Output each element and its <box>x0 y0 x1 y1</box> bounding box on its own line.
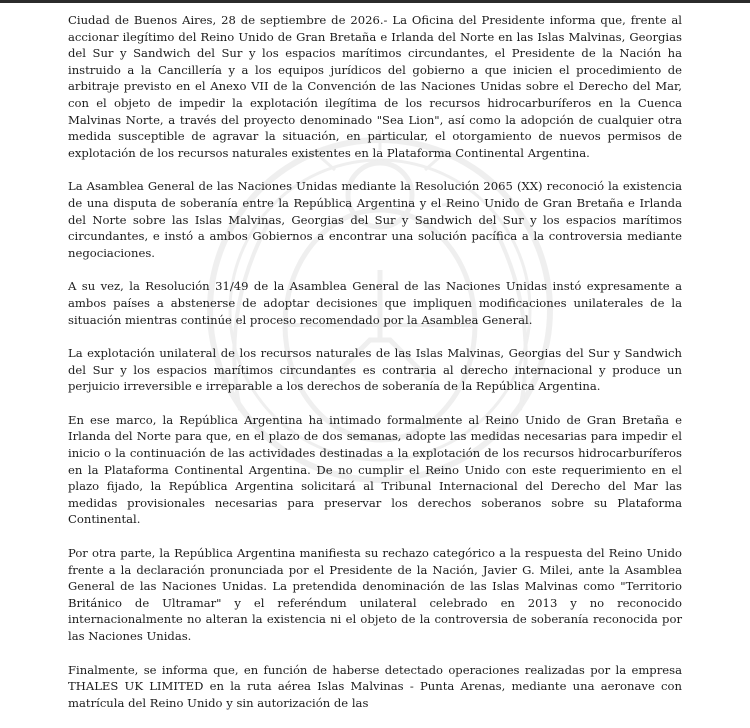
paragraph-4: La explotación unilateral de los recursos naturales de las Islas Malvinas, Georgias del Sur y Sandwich del Sur y los espacios marítimos circundantes es contraria al derecho internacional y produce un perjuicio irreversible e irreparable a los derechos de soberanía de la República Argentina. <box>68 346 682 394</box>
paragraph-6: Por otra parte, la República Argentina manifiesta su rechazo categórico a la respuesta del Reino Unido frente a la declaración pronunciada por el Presidente de la Nación, Javier G. Milei, ante la Asamblea General de las Naciones Unidas. La pretendida denominación de las Islas Malvinas como "Territorio Británico de Ultramar" y el referéndum unilateral celebrado en 2013 y no reconocido internacionalmente no alteran la existencia ni el objeto de la controversia de soberanía reconocida por las Naciones Unidas. <box>68 546 682 643</box>
paragraph-5: En ese marco, la República Argentina ha intimado formalmente al Reino Unido de Gran Bretaña e Irlanda del Norte para que, en el plazo de dos semanas, adopte las medidas necesarias para impedir el inicio o la continuación de las actividades destinadas a la explotación de los recursos hidrocarburíferos en la Plataforma Continental Argentina. De no cumplir el Reino Unido con este requerimiento en el plazo fijado, la República Argentina solicitará al Tribunal Internacional del Derecho del Mar las medidas provisionales necesarias para preservar los derechos soberanos sobre su Plataforma Continental. <box>68 412 682 527</box>
paragraph-7: Finalmente, se informa que, en función de haberse detectado operaciones realizadas por la empresa THALES UK LIMITED en la ruta aérea Islas Malvinas - Punta Arenas, mediante una aeronave con matrícula del Reino Unido y sin autorización de las <box>68 662 682 710</box>
press-release-body <box>68 12 682 728</box>
paragraph-1: Ciudad de Buenos Aires, 28 de septiembre de 2026.- La Oficina del Presidente informa que, frente al accionar ilegítimo del Reino Unido de Gran Bretaña e Irlanda del Norte en las Islas Malvinas, Georgias del Sur y Sandwich del Sur y los espacios marítimos circundantes, el Presidente de la Nación ha instruido a la Cancillería y a los equipos jurídicos del gobierno a que inicien el procedimiento de arbitraje previsto en el Anexo VII de la Convención de las Naciones Unidas sobre el Derecho del Mar, con el objeto de impedir la explotación ilegítima de los recursos hidrocarburíferos en la Cuenca Malvinas Norte, a través del proyecto denominado "Sea Lion", así como la adopción de cualquier otra medida susceptible de agravar la situación, en particular, el otorgamiento de nuevos permisos de explotación de los recursos naturales existentes en la Plataforma Continental Argentina. <box>68 13 682 160</box>
header-rule <box>0 0 750 3</box>
paragraph-2: La Asamblea General de las Naciones Unidas mediante la Resolución 2065 (XX) reconoció la existencia de una disputa de soberanía entre la República Argentina y el Reino Unido de Gran Bretaña e Irlanda del Norte sobre las Islas Malvinas, Georgias del Sur y Sandwich del Sur y los espacios marítimos circundantes, e instó a ambos Gobiernos a encontrar una solución pacífica a la controversia mediante negociaciones. <box>68 179 682 260</box>
paragraph-3: A su vez, la Resolución 31/49 de la Asamblea General de las Naciones Unidas instó expresamente a ambos países a abstenerse de adoptar decisiones que impliquen modificaciones unilaterales de la situación mientras continúe el proceso recomendado por la Asamblea General. <box>68 279 682 327</box>
